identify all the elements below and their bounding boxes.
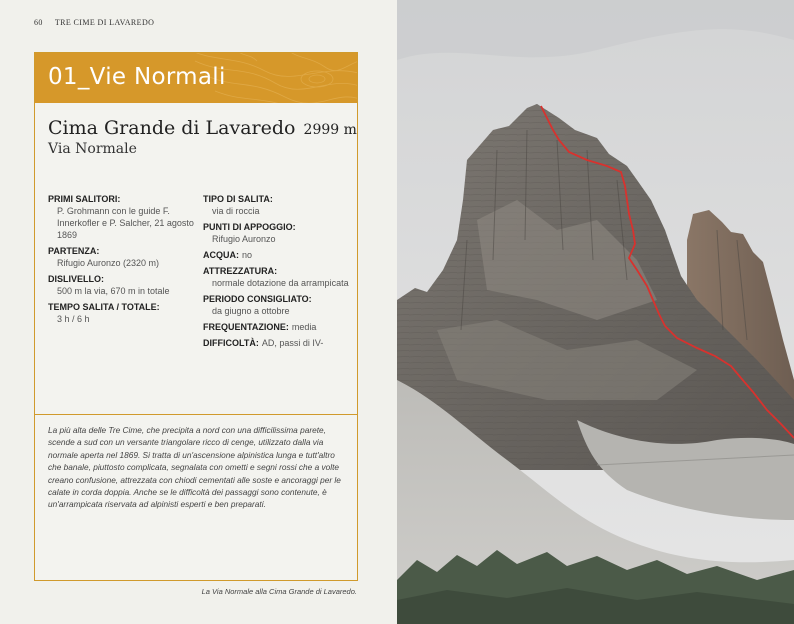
mountain-photo: [397, 0, 794, 624]
info-label: TIPO DI SALITA:: [203, 194, 273, 204]
info-value: Rifugio Auronzo (2320 m): [57, 258, 160, 268]
route-name: Cima Grande di Lavaredo: [48, 117, 296, 139]
info-value: P. Grohmann con le guide F. Innerkofler e P. Salcher, 21 agosto 1869: [57, 206, 194, 240]
info-dislivello: [48, 273, 198, 297]
info-periodo: [203, 293, 353, 317]
info-partenza: [48, 245, 198, 269]
info-difficolta: [203, 337, 353, 349]
info-tempo: [48, 301, 198, 325]
info-label: FREQUENTAZIONE:: [203, 322, 289, 332]
photo-caption: La Via Normale alla Cima Grande di Lavaredo.: [201, 587, 357, 596]
info-value: Rifugio Auronzo: [212, 234, 276, 244]
info-label: ACQUA:: [203, 250, 239, 260]
route-altitude: 2999 m: [303, 122, 357, 138]
info-attrezzatura: [203, 265, 353, 289]
info-value: da giugno a ottobre: [212, 306, 290, 316]
info-column-left: [48, 193, 198, 329]
info-label: TEMPO SALITA / TOTALE:: [48, 302, 160, 312]
info-label: PERIODO CONSIGLIATO:: [203, 294, 312, 304]
info-label: PUNTI DI APPOGGIO:: [203, 222, 296, 232]
route-info-box: [34, 52, 358, 581]
info-value: 3 h / 6 h: [57, 314, 90, 324]
info-label: PARTENZA:: [48, 246, 100, 256]
route-title: [48, 117, 357, 139]
info-value: 500 m la via, 670 m in totale: [57, 286, 170, 296]
info-acqua: [203, 249, 353, 261]
info-value: AD, passi di IV-: [261, 338, 324, 348]
info-value: no: [242, 250, 253, 260]
section-title-banner: 01_Vie Normali: [48, 64, 226, 90]
info-label: ATTREZZATURA:: [203, 266, 278, 276]
section-divider: [35, 414, 357, 415]
info-punti-appoggio: [203, 221, 353, 245]
info-primi-salitori: [48, 193, 198, 241]
info-value: normale dotazione da arrampicata: [212, 278, 349, 288]
info-label: DISLIVELLO:: [48, 274, 104, 284]
info-label: PRIMI SALITORI:: [48, 194, 121, 204]
route-subtitle: Via Normale: [48, 141, 137, 157]
mountain-illustration: [397, 0, 794, 624]
info-value: media: [291, 322, 317, 332]
info-column-right: [203, 193, 353, 353]
section-banner: [35, 53, 357, 103]
route-description: La più alta delle Tre Cime, che precipita a nord con una difficilissima parete, scende a sud con un versante triangolare ricco di cenge, utilizzato dalla via normale aperta nel 1869. Si tratta di un'ascensione alpinistica lunga e tutt'altro che banale, piuttosto complicata, segnalata con ometti e segni rossi che a volte creano confusione, attrezzata con chiodi cementati alle soste e ancoraggi per le calate in corda doppia. Anche se le difficoltà dei passaggi sono contenute, è un'arrampicata riservata ad alpinisti esperti e ben preparati.: [48, 425, 341, 510]
section-title: TRE CIME DI LAVAREDO: [54, 18, 155, 27]
info-frequentazione: [203, 321, 353, 333]
running-head: [34, 18, 154, 27]
info-label: DIFFICOLTÀ:: [203, 338, 259, 348]
info-value: via di roccia: [212, 206, 260, 216]
page-number: 60: [34, 18, 43, 27]
info-tipo-salita: [203, 193, 353, 217]
